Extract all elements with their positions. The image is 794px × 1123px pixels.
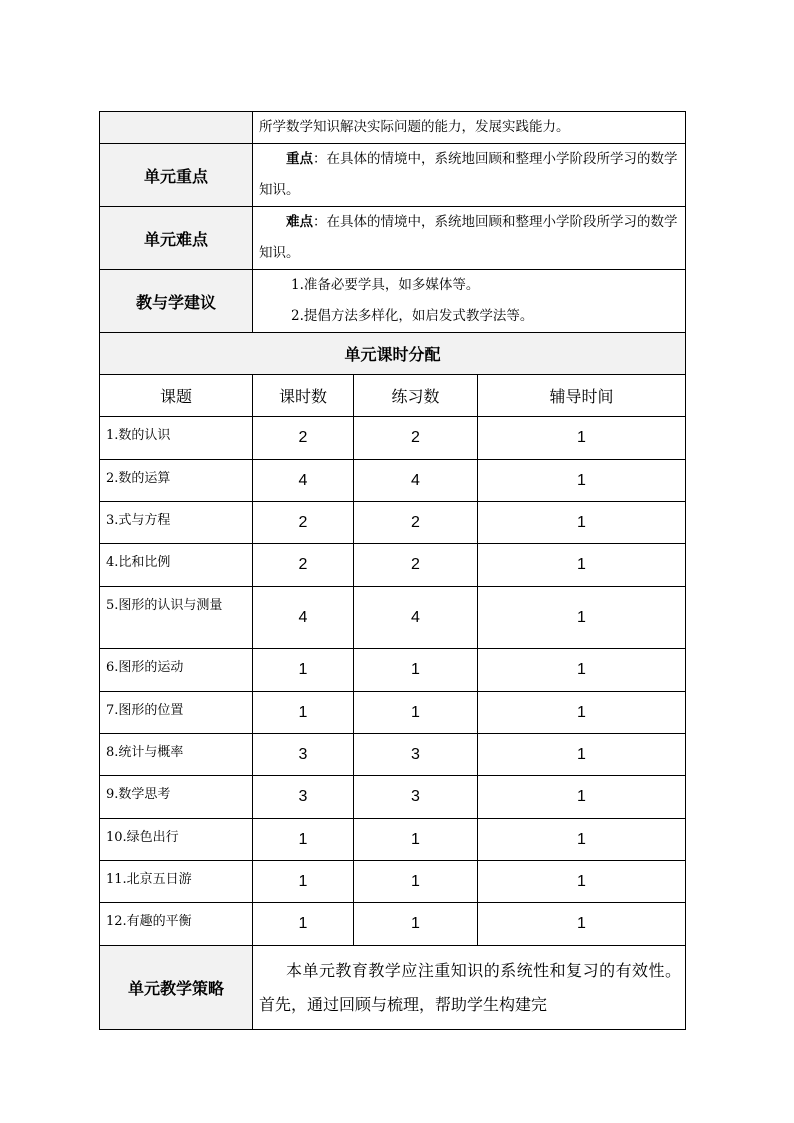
hours-value: 1 — [253, 861, 354, 903]
tutoring-value: 1 — [478, 861, 686, 903]
difficulties-row — [100, 207, 686, 270]
table-row — [100, 734, 686, 776]
strategy-label: 单元教学策略 — [100, 946, 253, 1030]
practice-value: 1 — [354, 819, 478, 861]
suggestion-item: 1.准备必要学具，如多媒体等。 — [291, 277, 480, 293]
hours-value: 1 — [253, 649, 354, 692]
topic-name: 3.式与方程 — [100, 502, 253, 544]
table-row — [100, 417, 686, 460]
topic-name: 8.统计与概率 — [100, 734, 253, 776]
schedule-header-row — [100, 375, 686, 417]
practice-value: 1 — [354, 649, 478, 692]
unit-plan-table — [99, 111, 686, 1030]
practice-value: 2 — [354, 544, 478, 587]
practice-value: 1 — [354, 903, 478, 946]
topic-name: 11.北京五日游 — [100, 861, 253, 903]
practice-value: 3 — [354, 734, 478, 776]
hours-value: 1 — [253, 819, 354, 861]
table-row — [100, 903, 686, 946]
table-row — [100, 861, 686, 903]
topic-name: 7.图形的位置 — [100, 692, 253, 734]
tutoring-value: 1 — [478, 417, 686, 460]
hours-value: 2 — [253, 544, 354, 587]
key-points-cell — [253, 144, 686, 207]
practice-value: 4 — [354, 460, 478, 502]
table-row — [100, 649, 686, 692]
difficulties-cell — [253, 207, 686, 270]
topic-name: 1.数的认识 — [100, 417, 253, 460]
header-hours: 课时数 — [253, 375, 354, 417]
topic-name: 9.数学思考 — [100, 776, 253, 819]
practice-value: 2 — [354, 417, 478, 460]
tutoring-value: 1 — [478, 819, 686, 861]
header-practice: 练习数 — [354, 375, 478, 417]
topic-name: 2.数的运算 — [100, 460, 253, 502]
header-topic: 课题 — [100, 375, 253, 417]
header-tutoring: 辅导时间 — [478, 375, 686, 417]
tutoring-value: 1 — [478, 544, 686, 587]
topic-name: 4.比和比例 — [100, 544, 253, 587]
practice-value: 4 — [354, 587, 478, 649]
topic-name: 10.绿色出行 — [100, 819, 253, 861]
table-row — [100, 692, 686, 734]
topic-name: 5.图形的认识与测量 — [100, 587, 253, 649]
tutoring-value: 1 — [478, 776, 686, 819]
hours-value: 4 — [253, 460, 354, 502]
topic-name: 6.图形的运动 — [100, 649, 253, 692]
top-row — [100, 112, 686, 144]
table-row — [100, 819, 686, 861]
difficulties-text: ：在具体的情境中，系统地回顾和整理小学阶段所学习的数学知识。 — [259, 214, 678, 261]
table-row — [100, 460, 686, 502]
suggestions-label: 教与学建议 — [100, 270, 253, 333]
strategy-row — [100, 946, 686, 1030]
hours-value: 1 — [253, 692, 354, 734]
schedule-title: 单元课时分配 — [100, 333, 686, 375]
tutoring-value: 1 — [478, 692, 686, 734]
tutoring-value: 1 — [478, 903, 686, 946]
hours-value: 2 — [253, 502, 354, 544]
key-points-label: 单元重点 — [100, 144, 253, 207]
topic-name: 12.有趣的平衡 — [100, 903, 253, 946]
key-points-row — [100, 144, 686, 207]
top-row-text: 所学数学知识解决实际问题的能力，发展实践能力。 — [253, 112, 686, 144]
practice-value: 2 — [354, 502, 478, 544]
top-row-label-cell — [100, 112, 253, 144]
table-row — [100, 776, 686, 819]
hours-value: 3 — [253, 734, 354, 776]
tutoring-value: 1 — [478, 734, 686, 776]
schedule-title-row — [100, 333, 686, 375]
hours-value: 1 — [253, 903, 354, 946]
strategy-text: 本单元教育教学应注重知识的系统性和复习的有效性。首先，通过回顾与梳理，帮助学生构建完 — [253, 946, 686, 1030]
hours-value: 2 — [253, 417, 354, 460]
table-row — [100, 544, 686, 587]
key-points-text: ：在具体的情境中，系统地回顾和整理小学阶段所学习的数学知识。 — [259, 151, 678, 198]
table-row — [100, 502, 686, 544]
practice-value: 1 — [354, 692, 478, 734]
difficulties-label: 单元难点 — [100, 207, 253, 270]
tutoring-value: 1 — [478, 460, 686, 502]
key-points-prefix: 重点 — [286, 151, 313, 167]
practice-value: 3 — [354, 776, 478, 819]
suggestions-cell — [253, 270, 686, 333]
hours-value: 3 — [253, 776, 354, 819]
tutoring-value: 1 — [478, 587, 686, 649]
suggestions-row — [100, 270, 686, 333]
hours-value: 4 — [253, 587, 354, 649]
suggestion-item: 2.提倡方法多样化，如启发式教学法等。 — [291, 308, 534, 324]
tutoring-value: 1 — [478, 502, 686, 544]
practice-value: 1 — [354, 861, 478, 903]
difficulties-prefix: 难点 — [286, 214, 313, 230]
tutoring-value: 1 — [478, 649, 686, 692]
table-row — [100, 587, 686, 649]
